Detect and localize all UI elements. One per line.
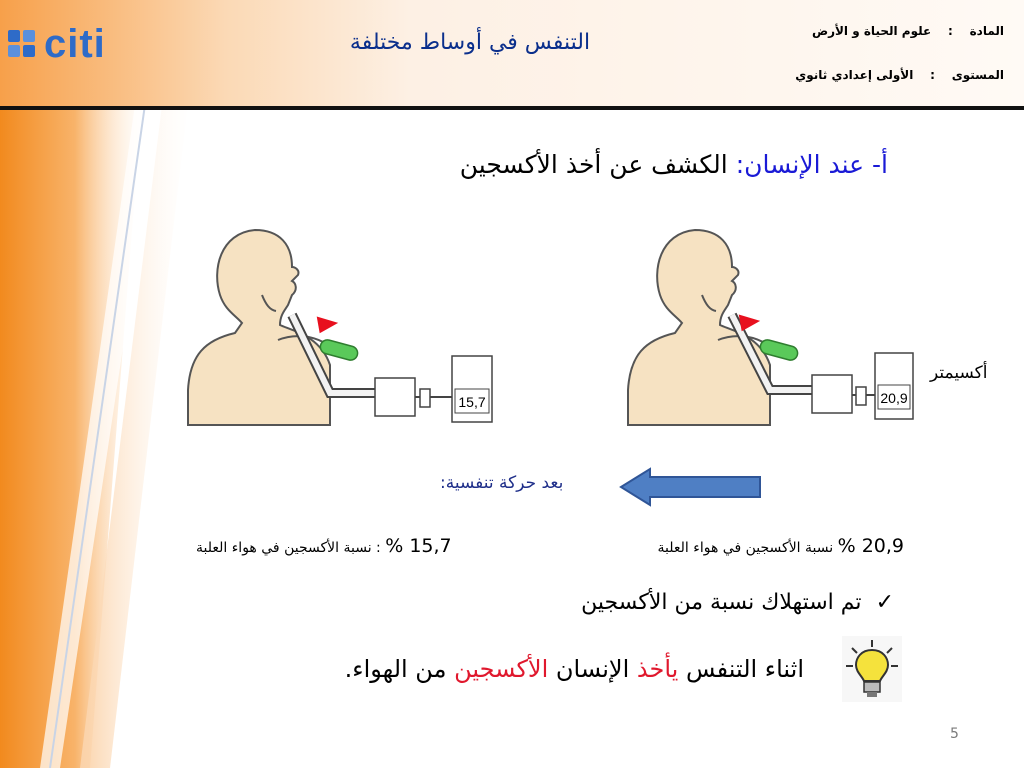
person-before-breath xyxy=(628,230,913,425)
reading-before-value: 20,9 xyxy=(880,390,908,406)
check-icon: ✓ xyxy=(875,590,894,615)
stat-before-value: 20,9 % xyxy=(837,535,904,557)
conclusion-part1: اثناء التنفس xyxy=(678,655,804,683)
bullet-text: تم استهلاك نسبة من الأكسجين xyxy=(581,590,862,615)
arrow-label: بعد حركة تنفسية: xyxy=(440,473,564,493)
stat-before xyxy=(658,535,904,557)
logo-mark-icon xyxy=(8,28,38,62)
header-band xyxy=(0,0,1024,110)
section-heading xyxy=(460,150,888,179)
subject-label: المادة xyxy=(969,24,1004,38)
stat-before-text: نسبة الأكسجين في هواء العلبة xyxy=(657,540,838,556)
oximeter-label: أكسيمتر xyxy=(930,363,988,383)
consumption-bullet xyxy=(581,590,894,615)
header-divider xyxy=(0,106,1024,110)
left-decor-band xyxy=(0,0,200,768)
conclusion-part5: من الهواء. xyxy=(344,655,455,683)
heading-prefix: أ- عند الإنسان: xyxy=(735,150,888,179)
conclusion-text xyxy=(345,655,804,683)
subject-line xyxy=(812,24,1004,38)
heading-text: الكشف عن أخذ الأكسجين xyxy=(459,150,736,179)
person-after-breath xyxy=(188,230,492,425)
level-value: الأولى إعدادي ثانوي xyxy=(795,68,914,82)
page-number: 5 xyxy=(950,726,959,742)
subject-value: علوم الحياة و الأرض xyxy=(811,24,932,38)
level-separator: : xyxy=(930,68,935,82)
level-label: المستوى xyxy=(951,68,1004,82)
experiment-illustration xyxy=(180,215,950,445)
logo-text: citi xyxy=(44,22,106,66)
conclusion-part3: الإنسان xyxy=(548,655,637,683)
left-arrow-icon xyxy=(618,466,766,508)
conclusion-verb: يأخذ xyxy=(636,655,679,683)
level-line xyxy=(795,68,1004,82)
stat-after xyxy=(196,535,452,557)
lightbulb-icon xyxy=(842,636,902,702)
stat-after-value: 15,7 % xyxy=(385,535,452,557)
conclusion-oxygen: الأكسجين xyxy=(454,655,549,683)
slide-title: التنفس في أوساط مختلفة xyxy=(349,30,591,55)
subject-separator: : xyxy=(947,24,953,38)
citi-logo xyxy=(8,22,106,67)
reading-after-value: 15,7 xyxy=(458,394,486,410)
stat-after-text: : نسبة الأكسجين في هواء العلبة xyxy=(196,540,386,556)
